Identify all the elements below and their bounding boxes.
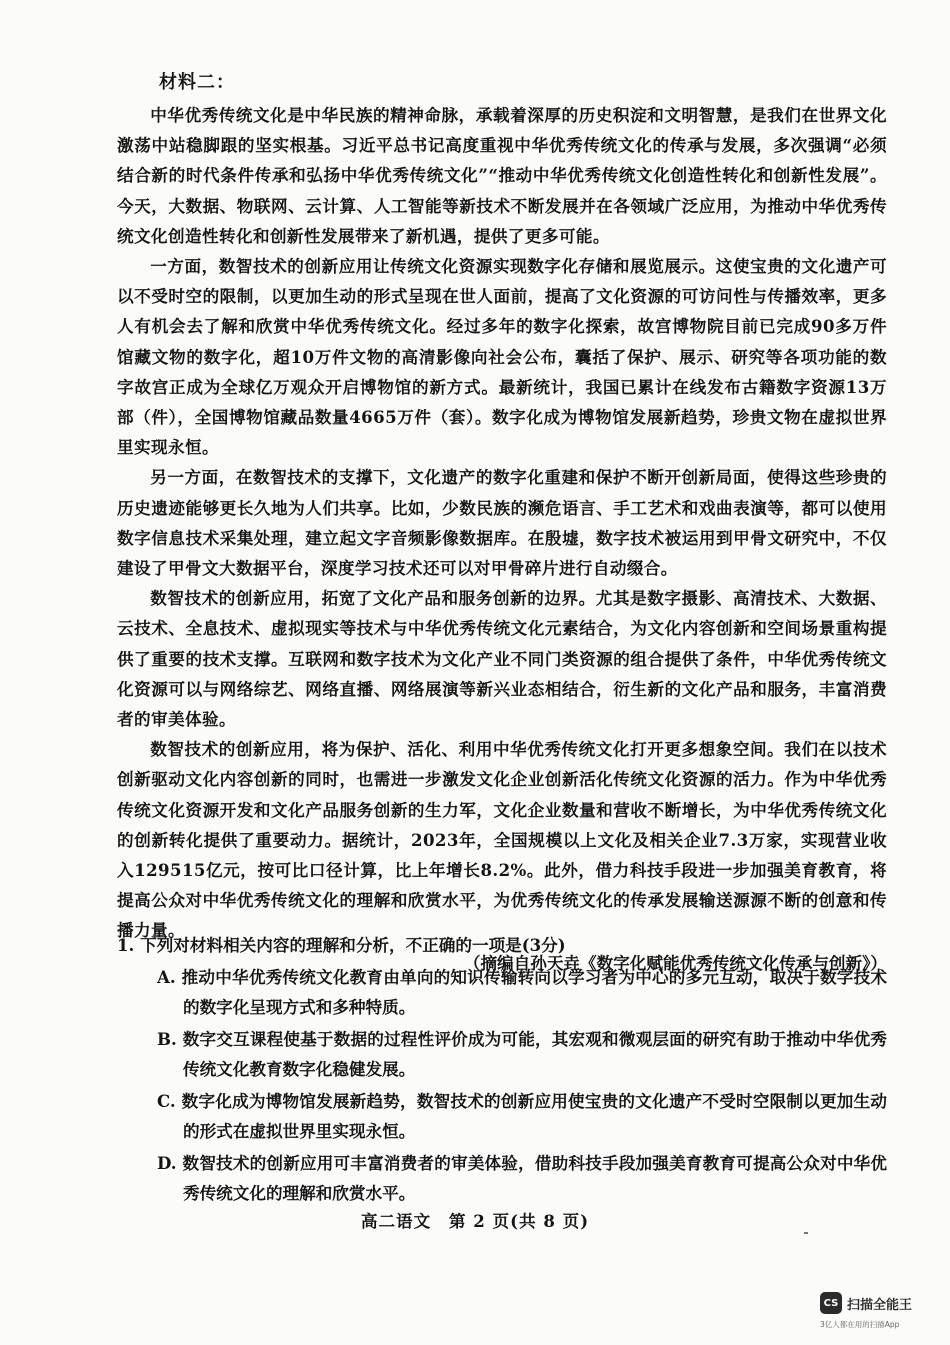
material-paragraph: 另一方面，在数智技术的支撑下，文化遗产的数字化重建和保护不断开创新局面，使得这些珍贵的历史遗迹能够更长久地为人们共享。比如，少数民族的濒危语言、手工艺术和戏曲表演等，都可以使用数字信息技术采集处理，建立起文字音频影像数据库。在殷墟，数字技术被运用到甲骨文研究中，不仅建设了甲骨文大数据平台，深度学习技术还可以对甲骨碎片进行自动缀合。	[117, 467, 887, 579]
option-c: C. 数字化成为博物馆发展新趋势，数智技术的创新应用使宝贵的文化遗产不受时空限制以更加生动的形式在虚拟世界里实现永恒。	[157, 1091, 887, 1141]
source-citation: （摘编自孙天垚《数字化赋能优秀传统文化传承与创新》）	[463, 952, 887, 973]
material-section	[117, 68, 887, 978]
option-a: A. 推动中华优秀传统文化教育由单向的知识传输转向以学习者为中心的多元互动，取决于数字技术的数字化呈现方式和多种特质。	[157, 967, 887, 1017]
option-d: D. 数智技术的创新应用可丰富消费者的审美体验，借助科技手段加强美育教育可提高公众对中华优秀传统文化的理解和欣赏水平。	[157, 1153, 887, 1203]
watermark-name: 扫描全能王	[847, 1298, 913, 1313]
material-paragraph: 一方面，数智技术的创新应用让传统文化资源实现数字化存储和展览展示。这使宝贵的文化遗产可以不受时空的限制，以更加生动的形式呈现在世人面前，提高了文化资源的可访问性与传播效率，更多人有机会去了解和欣赏中华优秀传统文化。经过多年的数字化探索，故宫博物院目前已完成90多万件馆藏文物的数字化，超10万件文物的高清影像向社会公布，囊括了保护、展示、研究等各项功能的数字故宫正成为全球亿万观众开启博物馆的新方式。最新统计，我国已累计在线发布古籍数字资源13万部（件），全国博物馆藏品数量4665万件（套）。数字化成为博物馆发展新趋势，珍贵文物在虚拟世界里实现永恒。	[117, 256, 887, 458]
camscanner-logo-icon: CS	[820, 1292, 842, 1314]
material-paragraph: 中华优秀传统文化是中华民族的精神命脉，承载着深厚的历史积淀和文明智慧，是我们在世界文化激荡中站稳脚跟的坚实根基。习近平总书记高度重视中华优秀传统文化的传承与发展，多次强调“必须结合新的时代条件传承和弘扬中华优秀传统文化”“推动中华优秀传统文化创造性转化和创新性发展”。今天，大数据、物联网、云计算、人工智能等新技术不断发展并在各领域广泛应用，为推动中华优秀传统文化创造性转化和创新性发展带来了新机遇，提供了更多可能。	[117, 105, 887, 246]
scan-speck	[804, 1232, 808, 1234]
scanner-watermark	[820, 1292, 935, 1334]
material-heading: 材料二：	[159, 72, 235, 93]
material-paragraph: 数智技术的创新应用，将为保护、活化、利用中华优秀传统文化打开更多想象空间。我们在以技术创新驱动文化内容创新的同时，也需进一步激发文化企业创新活化传统文化资源的活力。作为中华优秀传统文化资源开发和文化产品服务创新的生力军，文化企业数量和营收不断增长，为中华优秀传统文化的创新转化提供了重要动力。据统计，2023年，全国规模以上文化及相关企业7.3万家，实现营业收入129515亿元，按可比口径计算，比上年增长8.2%。此外，借力科技手段进一步加强美育教育，将提高公众对中华优秀传统文化的理解和欣赏水平，为优秀传统文化的传承发展输送源源不断的创意和传播力量。	[117, 739, 887, 941]
question-stem: 1. 下列对材料相关内容的理解和分析，不正确的一项是(3分)	[117, 935, 566, 955]
page-footer: 高二语文 第 2 页(共 8 页)	[360, 1211, 590, 1231]
question-1	[117, 930, 887, 1208]
option-b: B. 数字交互课程使基于数据的过程性评价成为可能，其宏观和微观层面的研究有助于推动中华优秀传统文化教育数字化稳健发展。	[157, 1029, 887, 1079]
material-paragraph: 数智技术的创新应用，拓宽了文化产品和服务创新的边界。尤其是数字摄影、高清技术、大数据、云技术、全息技术、虚拟现实等技术与中华优秀传统文化元素结合，为文化内容创新和空间场景重构提供了重要的技术支撑。互联网和数字技术为文化产业不同门类资源的组合提供了条件，中华优秀传统文化资源可以与网络综艺、网络直播、网络展演等新兴业态相结合，衍生新的文化产品和服务，丰富消费者的审美体验。	[117, 588, 887, 730]
watermark-tagline: 3亿人都在用的扫描App	[820, 1320, 900, 1329]
